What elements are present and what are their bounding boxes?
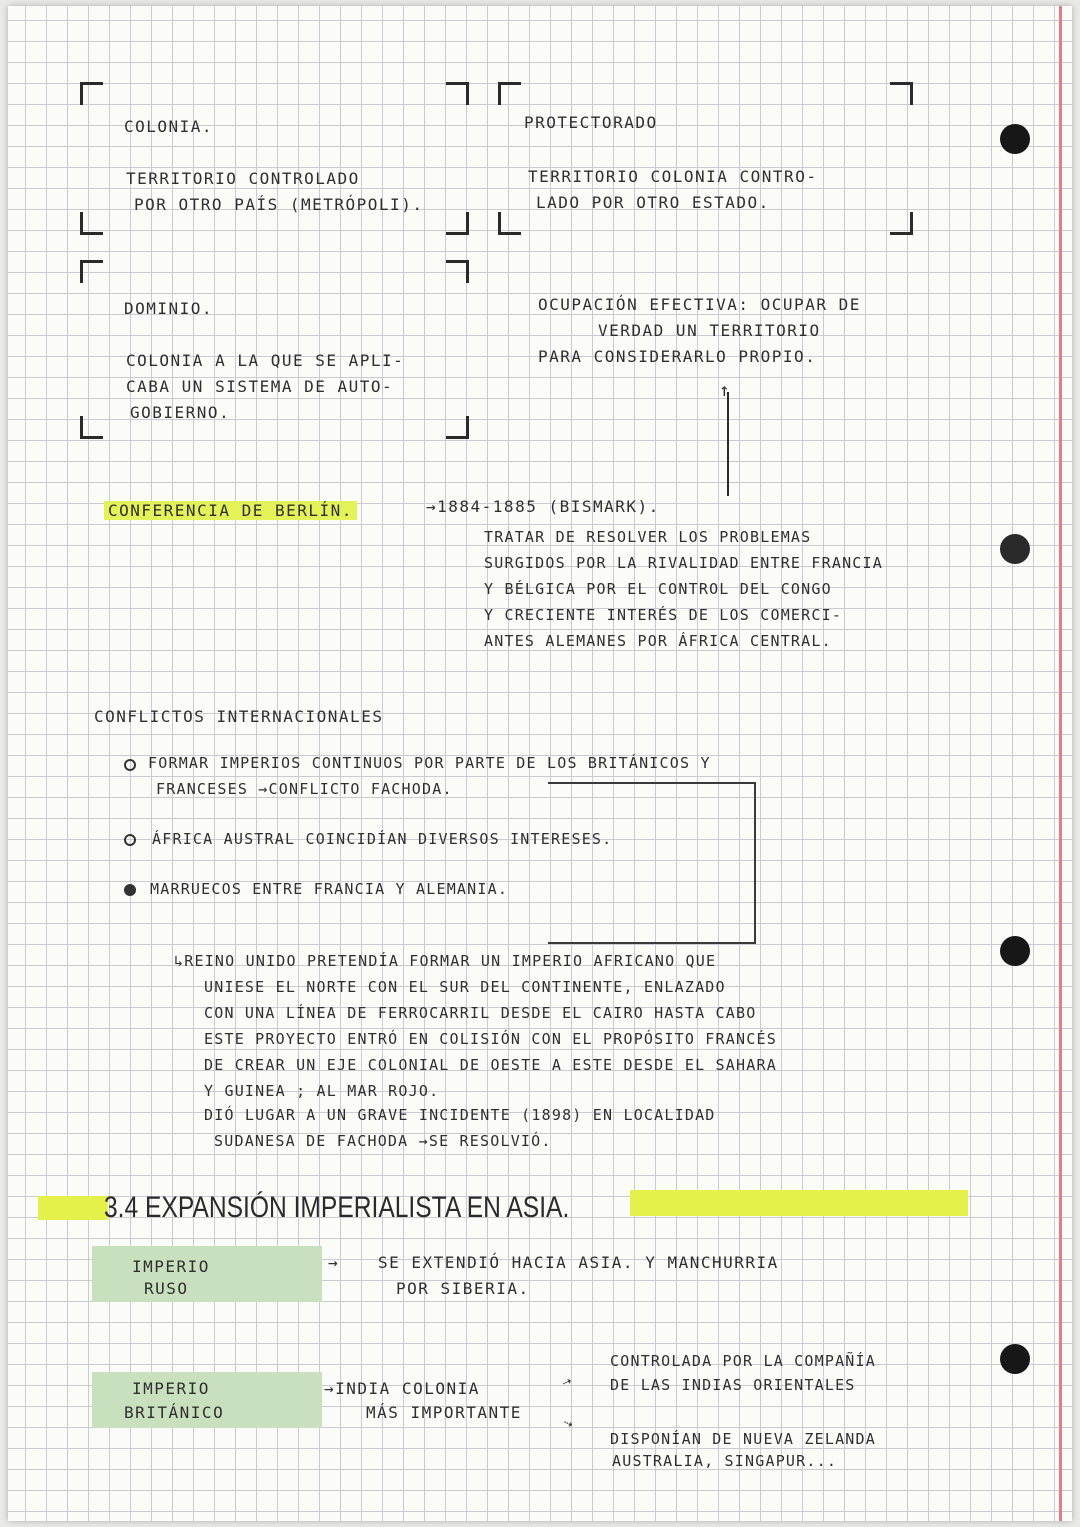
- bullet-icon: [124, 759, 136, 771]
- ocupacion-line-2: VERDAD UN TERRITORIO: [598, 321, 821, 340]
- protectorado-definition-1: TERRITORIO COLONIA CONTRO-: [528, 167, 818, 186]
- imperio-britanico-text-2: MÁS IMPORTANTE: [366, 1403, 522, 1422]
- bracket-corner: [80, 260, 103, 283]
- bracket-corner: [890, 212, 913, 235]
- fachoda-note-2: UNIESE EL NORTE CON EL SUR DEL CONTINENTE, ENLAZADO: [204, 978, 726, 996]
- binder-hole: [1000, 124, 1030, 154]
- conflicto-bullet-3: MARRUECOS ENTRE FRANCIA Y ALEMANIA.: [150, 880, 509, 898]
- section-title: 3.4 EXPANSIÓN IMPERIALISTA EN ASIA.: [104, 1191, 570, 1224]
- colonia-definition-2: POR OTRO PAÍS (METRÓPOLI).: [134, 195, 424, 214]
- bracket-corner: [446, 82, 469, 105]
- bracket-corner: [446, 416, 469, 439]
- conferencia-line-1: TRATAR DE RESOLVER LOS PROBLEMAS: [484, 528, 812, 546]
- bracket-corner: [80, 212, 103, 235]
- conferencia-dates: →1884-1885 (BISMARK).: [426, 497, 660, 516]
- dominio-definition-1: COLONIA A LA QUE SE APLI-: [126, 351, 405, 370]
- protectorado-definition-2: LADO POR OTRO ESTADO.: [536, 193, 770, 212]
- binder-hole: [1000, 534, 1030, 564]
- imperio-britanico-c1: CONTROLADA POR LA COMPAÑÍA: [610, 1352, 876, 1370]
- arrow-icon: →: [328, 1253, 340, 1272]
- imperio-britanico-d2: AUSTRALIA, SINGAPUR...: [612, 1452, 838, 1470]
- ocupacion-line-1: OCUPACIÓN EFECTIVA: OCUPAR DE: [538, 295, 861, 314]
- imperio-britanico-label-1: IMPERIO: [132, 1379, 210, 1398]
- protectorado-title: PROTECTORADO: [524, 113, 658, 132]
- fachoda-note-5: DE CREAR UN EJE COLONIAL DE OESTE A ESTE DESDE EL SAHARA: [204, 1056, 777, 1074]
- bracket-corner: [446, 212, 469, 235]
- conflicto-bullet-2: ÁFRICA AUSTRAL COINCIDÍAN DIVERSOS INTERESES.: [152, 830, 613, 848]
- fachoda-note-8: SUDANESA DE FACHODA →SE RESOLVIÓ.: [214, 1132, 552, 1150]
- dashed-arrow-icon: ⇢: [560, 1412, 578, 1434]
- imperio-britanico-label-2: BRITÁNICO: [124, 1403, 225, 1422]
- highlight-bar: [630, 1190, 968, 1216]
- conferencia-title: CONFERENCIA DE BERLÍN.: [104, 498, 357, 524]
- bracket-corner: [80, 82, 103, 105]
- conferencia-line-2: SURGIDOS POR LA RIVALIDAD ENTRE FRANCIA: [484, 554, 883, 572]
- ocupacion-line-3: PARA CONSIDERARLO PROPIO.: [538, 347, 817, 366]
- binder-hole: [1000, 936, 1030, 966]
- conferencia-line-3: Y BÉLGICA POR EL CONTROL DEL CONGO: [484, 580, 832, 598]
- fachoda-note-6: Y GUINEA ; AL MAR ROJO.: [204, 1082, 440, 1100]
- imperio-ruso-label-2: RUSO: [144, 1279, 189, 1298]
- bullet-icon: [124, 834, 136, 846]
- conflictos-box: [548, 782, 756, 944]
- dominio-definition-3: GOBIERNO.: [130, 403, 231, 422]
- dominio-title: DOMINIO.: [124, 299, 214, 318]
- conflicto-bullet-1b: FRANCESES →CONFLICTO FACHODA.: [156, 780, 453, 798]
- conferencia-line-5: ANTES ALEMANES POR ÁFRICA CENTRAL.: [484, 632, 832, 650]
- bracket-corner: [890, 82, 913, 105]
- fachoda-note-1: ↳REINO UNIDO PRETENDÍA FORMAR UN IMPERIO AFRICANO QUE: [174, 952, 717, 970]
- bracket-corner: [80, 416, 103, 439]
- colonia-definition-1: TERRITORIO CONTROLADO: [126, 169, 360, 188]
- bracket-corner: [498, 82, 521, 105]
- imperio-britanico-c2: DE LAS INDIAS ORIENTALES: [610, 1376, 856, 1394]
- bracket-corner: [446, 260, 469, 283]
- binder-hole: [1000, 1344, 1030, 1374]
- fachoda-note-4: ESTE PROYECTO ENTRÓ EN COLISIÓN CON EL PROPÓSITO FRANCÉS: [204, 1030, 777, 1048]
- notebook-page: [8, 6, 1072, 1521]
- conflictos-title: CONFLICTOS INTERNACIONALES: [94, 707, 384, 726]
- imperio-ruso-label-1: IMPERIO: [132, 1257, 210, 1276]
- bullet-icon: [124, 884, 136, 896]
- up-arrow-icon: ↑: [719, 380, 732, 401]
- imperio-ruso-text-2: POR SIBERIA.: [396, 1279, 530, 1298]
- dashed-arrow-icon: ⇢: [558, 1370, 576, 1392]
- dominio-definition-2: CABA UN SISTEMA DE AUTO-: [126, 377, 394, 396]
- imperio-britanico-text-1: →INDIA COLONIA: [324, 1379, 480, 1398]
- highlight-bar: [38, 1196, 108, 1220]
- conflicto-bullet-1a: FORMAR IMPERIOS CONTINUOS POR PARTE DE LOS BRITÁNICOS Y: [148, 754, 711, 772]
- fachoda-note-3: CON UNA LÍNEA DE FERROCARRIL DESDE EL CAIRO HASTA CABO: [204, 1004, 757, 1022]
- fachoda-note-7: DIÓ LUGAR A UN GRAVE INCIDENTE (1898) EN LOCALIDAD: [204, 1106, 716, 1124]
- imperio-ruso-text-1: SE EXTENDIÓ HACIA ASIA. Y MANCHURRIA: [378, 1253, 779, 1272]
- up-arrow-line: [727, 392, 729, 496]
- margin-line: [1059, 6, 1062, 1521]
- imperio-britanico-d1: DISPONÍAN DE NUEVA ZELANDA: [610, 1430, 876, 1448]
- bracket-corner: [498, 212, 521, 235]
- conferencia-line-4: Y CRECIENTE INTERÉS DE LOS COMERCI-: [484, 606, 843, 624]
- colonia-title: COLONIA.: [124, 117, 214, 136]
